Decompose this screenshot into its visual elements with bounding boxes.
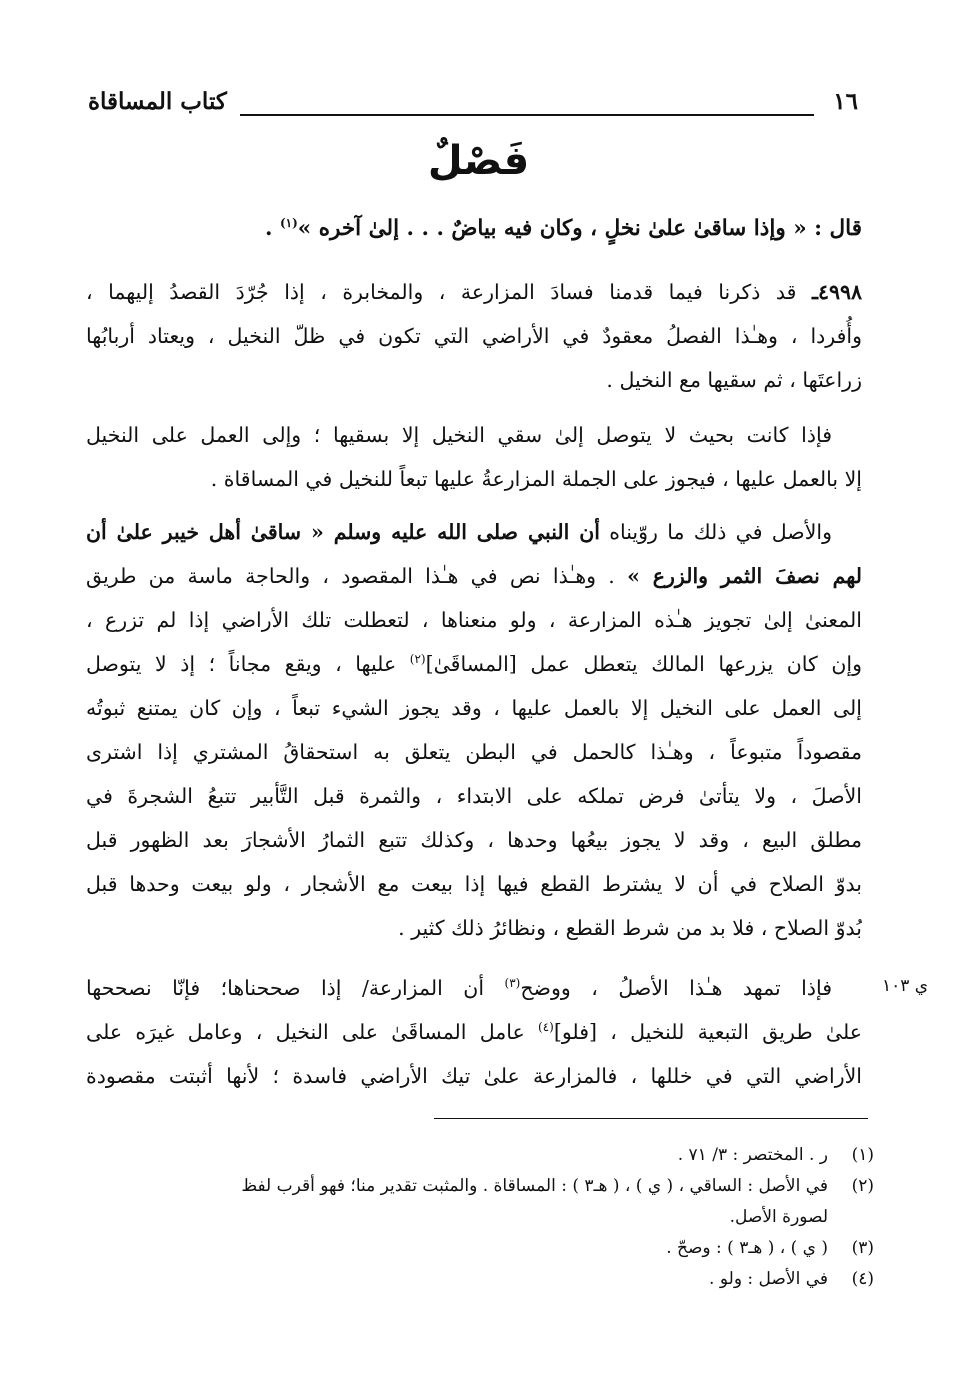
hadith-text: أن النبي صلى الله عليه وسلم « ساقىٰ أهل خيبر علىٰ أن xyxy=(86,520,600,544)
paragraph-4998 xyxy=(86,270,862,402)
page-number: ١٦ xyxy=(833,88,858,115)
footnote-continuation: لصورة الأصل. xyxy=(729,1207,828,1227)
text-run: فإذا تمهد هـٰذا الأصلُ ، ووضح xyxy=(520,976,833,1000)
paragraph-line: إلى العمل على النخيل إلا بالعمل عليها ، وقد يجوز الشيء تبعاً ، وإن كان يمتنع ثبوتُه xyxy=(86,696,862,720)
paragraph-line: المعنىٰ إلىٰ تجويز هـٰذه المزارعة ، ولو منعناها ، لتعطلت تلك الأراضي إذا لم تزرع ، xyxy=(86,608,862,632)
text-run: قد ذكرنا فيما قدمنا فسادَ المزارعة ، والمخابرة ، إذا جُرّدَ القصدُ إليهما ، xyxy=(86,280,812,304)
text-run: أن المزارعة/ إذا صححناها؛ فإنّا نصححها xyxy=(86,976,505,1000)
section-heading xyxy=(86,207,862,251)
paragraph-line xyxy=(86,966,862,1010)
footnotes xyxy=(86,1140,874,1295)
heading-text: قال : « وإذا ساقىٰ علىٰ نخلٍ ، وكان فيه بياضٌ . . . إلىٰ آخره » xyxy=(297,216,862,241)
footnote-item xyxy=(86,1171,874,1202)
header-rule xyxy=(240,114,814,116)
footnote-item xyxy=(86,1140,874,1171)
manuscript-folio-marker: ي ١٠٣ xyxy=(882,976,929,996)
book-title: كتاب المساقاة xyxy=(88,88,227,115)
paragraph-line: الأصلَ ، ولا يتأتىٰ فرض تملكه على الابتداء ، والثمرة قبل التَّأبير تتبعُ الشجرةَ في xyxy=(86,784,862,808)
paragraph-line xyxy=(86,510,862,554)
paragraph-line: إلا بالعمل عليها ، فيجوز على الجملة المزارعةُ عليها تبعاً للنخيل في المساقاة . xyxy=(210,467,862,491)
footnote-text: في الأصل : ولو . xyxy=(709,1269,828,1289)
footnote-ref-3: (٣) xyxy=(504,976,521,990)
text-run: . وهـٰذا نص في هـٰذا المقصود ، والحاجة ماسة من طريق xyxy=(86,564,628,588)
footnote-ref-2: (٢) xyxy=(409,652,426,666)
text-run: عليها ، ويقع مجاناً ؛ إذ لا يتوصل xyxy=(86,652,410,676)
footnote-number: (٣) xyxy=(851,1238,874,1258)
footnote-separator xyxy=(434,1118,868,1119)
paragraph-line xyxy=(86,642,862,686)
hadith-text: لهم نصفَ الثمر والزرع » xyxy=(627,564,862,588)
heading-line xyxy=(86,207,862,251)
paragraph-line xyxy=(86,1010,862,1054)
paragraph-line: بُدوّ الصلاح ، فلا بد من شرط القطع ، ونظائرُ ذلك كثير . xyxy=(398,916,862,940)
paragraph-line: مقصوداً متبوعاً ، وهـٰذا كالحمل في البطن يتعلق به استحقاقُ المشتري إذا اشترى xyxy=(86,740,862,764)
paragraph-line: مطلق البيع ، وقد لا يجوز بيعُها وحدها ، وكذلك تتبع الثمارُ الأشجارَ بعد الظهور قبل xyxy=(86,828,862,852)
footnote-text: ( ي ) ، ( هـ٣ ) : وصحّ . xyxy=(666,1238,828,1258)
paragraph-2 xyxy=(86,413,862,501)
footnote-ref-4: (٤) xyxy=(538,1020,554,1034)
footnote-text: في الأصل : الساقي ، ( ي ) ، ( هـ٣ ) : المساقاة . والمثبت تقدير منا؛ فهو أقرب لفظ xyxy=(241,1176,828,1196)
page-header xyxy=(88,88,858,128)
paragraph-line xyxy=(86,554,862,598)
text-run: والأصل في ذلك ما روّيناه xyxy=(599,520,832,544)
paragraph-line: فإذا كانت بحيث لا يتوصل إلىٰ سقي النخيل إلا بسقيها ؛ وإلى العمل على النخيل xyxy=(86,423,832,447)
paragraph-3 xyxy=(86,510,862,950)
paragraph-line: زراعتَها ، ثم سقيها مع النخيل . xyxy=(606,368,862,392)
footnote-number: (٢) xyxy=(851,1176,874,1196)
section-title: فَصْلٌ xyxy=(427,138,530,184)
footnote-item xyxy=(86,1233,874,1264)
footnote-number: (٤) xyxy=(851,1269,874,1289)
text-run: عامل المساقَىٰ على النخيل ، وعامل غيرَه على xyxy=(86,1020,539,1044)
text-run: علىٰ طريق التبعية للنخيل ، [فلو] xyxy=(553,1020,862,1044)
paragraph-line: الأراضي التي في خللها ، فالمزارعة علىٰ تيك الأراضي فاسدة ؛ لأنها أثبتت مقصودة xyxy=(86,1064,862,1088)
heading-end: . xyxy=(264,216,280,241)
issue-number: ٤٩٩٨ـ xyxy=(811,280,862,304)
footnote-ref-1: (١) xyxy=(279,216,298,230)
paragraph-line: بدوّ الصلاح في أن لا يشترط القطع فيها إذا بيعت مع الأشجار ، ولو بيعت وحدها قبل xyxy=(86,872,862,896)
paragraph-line: وأُفردا ، وهـٰذا الفصلُ معقودٌ في الأراضي التي تكون في ظلّ النخيل ، ويعتاد أربابُها xyxy=(86,324,862,348)
footnote-text: ر . المختصر : ٣/ ٧١ . xyxy=(677,1145,828,1165)
paragraph-line xyxy=(86,270,862,314)
text-run: وإن كان يزرعها المالك يتعطل عمل [المساقَىٰ] xyxy=(425,652,862,676)
footnote-item xyxy=(86,1264,874,1295)
footnote-number: (١) xyxy=(851,1145,874,1165)
paragraph-4 xyxy=(86,966,862,1098)
